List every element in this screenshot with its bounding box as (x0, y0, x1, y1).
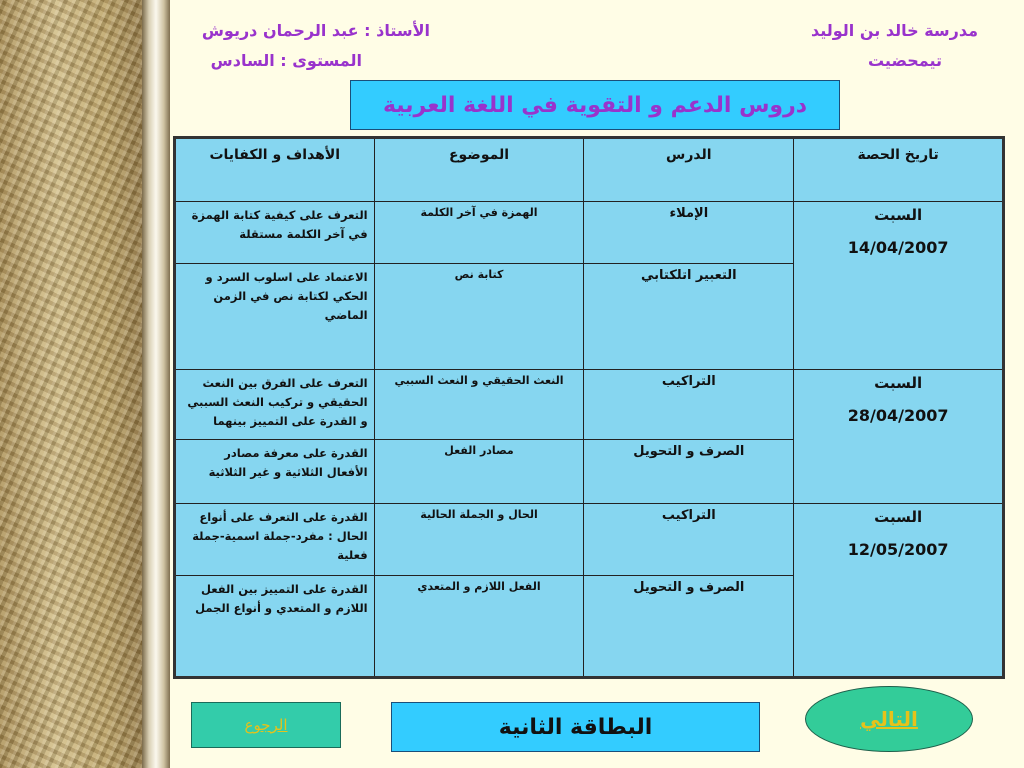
goals-cell: التعرف على كيفية كتابة الهمزة في آخر الكلمة مستقلة (175, 202, 375, 264)
next-button[interactable]: التالي (805, 686, 973, 752)
table-row (175, 370, 1004, 440)
back-button[interactable]: الرجوع (191, 702, 341, 748)
teacher-name: الأستاذ : عبد الرحمان دريوش (201, 21, 430, 40)
table-row (175, 202, 1004, 264)
level-label: المستوى : السادس (210, 51, 362, 70)
session-day: السبت (874, 508, 923, 526)
topic-cell: مصادر الفعل (374, 440, 584, 504)
lesson-cell: التراكيب (584, 370, 794, 440)
goals-cell: القدرة على التعرف على أنواع الحال : مفرد-جملة اسمية-جملة فعلية (175, 504, 375, 576)
table-header-row (175, 138, 1004, 202)
lesson-cell: الإملاء (584, 202, 794, 264)
topic-cell: الفعل اللازم و المتعدي (374, 576, 584, 678)
lessons-table (173, 136, 1005, 679)
decorative-pillar (142, 0, 170, 768)
lesson-cell: التعبير اتلكتابي (584, 264, 794, 370)
session-date: 14/04/2007 (847, 238, 949, 257)
goals-cell: القدرة على التمييز بين الفعل اللازم و المتعدي و أنواع الجمل (175, 576, 375, 678)
page-title: دروس الدعم و التقوية في اللغة العربية (350, 80, 840, 130)
session-date-cell (794, 202, 1004, 370)
goals-cell: التعرف على الفرق بين النعث الحقيقي و تركيب النعث السببي و القدرة على التمييز بينهما (175, 370, 375, 440)
school-city: تيمحضيت (867, 51, 942, 70)
card-title: البطاقة الثانية (391, 702, 760, 752)
header-lesson: الدرس (584, 138, 794, 202)
session-day: السبت (874, 374, 923, 392)
session-day: السبت (874, 206, 923, 224)
goals-cell: الاعتماد على اسلوب السرد و الحكي لكتابة نص في الزمن الماضي (175, 264, 375, 370)
topic-cell: كتابة نص (374, 264, 584, 370)
session-date: 28/04/2007 (847, 406, 949, 425)
session-date: 12/05/2007 (847, 540, 949, 559)
decorative-left-band (0, 0, 142, 768)
goals-cell: القدرة على معرفة مصادر الأفعال الثلاثية و غير الثلاثية (175, 440, 375, 504)
lesson-cell: التراكيب (584, 504, 794, 576)
topic-cell: الحال و الجملة الحالية (374, 504, 584, 576)
header-date: تاريخ الحصة (794, 138, 1004, 202)
lesson-cell: الصرف و التحويل (584, 440, 794, 504)
lesson-cell: الصرف و التحويل (584, 576, 794, 678)
header-topic: الموضوع (374, 138, 584, 202)
table-row (175, 504, 1004, 576)
topic-cell: الهمزة في آخر الكلمة (374, 202, 584, 264)
header-goals: الأهداف و الكفايات (175, 138, 375, 202)
session-date-cell (794, 370, 1004, 504)
school-name: مدرسة خالد بن الوليد (810, 21, 978, 40)
topic-cell: النعث الحقيقي و النعث السببي (374, 370, 584, 440)
session-date-cell (794, 504, 1004, 678)
